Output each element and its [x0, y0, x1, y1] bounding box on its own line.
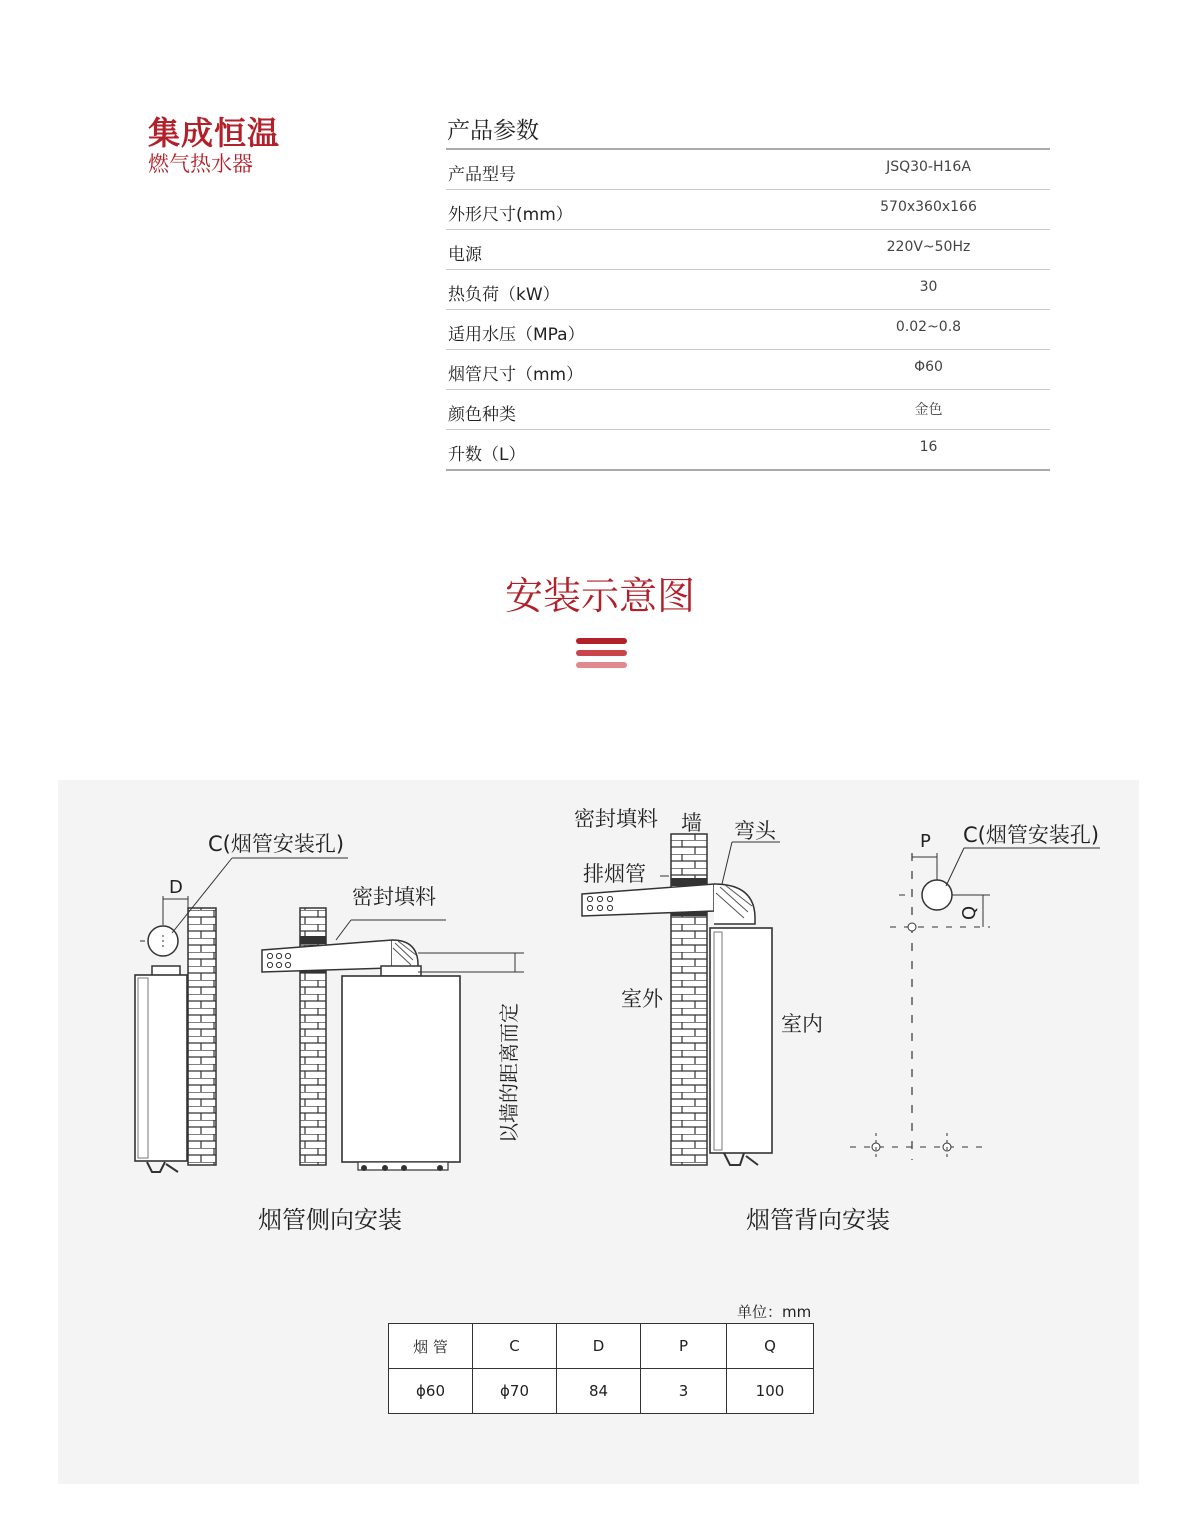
param-row: [446, 150, 1050, 190]
param-label: 颜色种类: [448, 405, 516, 425]
table-header-cell: Q: [727, 1324, 814, 1369]
title-decoration-bar: [576, 650, 627, 656]
unit-note: 单位：mm: [737, 1303, 812, 1321]
back-install-caption: 烟管背向安装: [746, 1206, 890, 1234]
param-label: 烟管尺寸（mm）: [448, 365, 584, 385]
table-header-cell: 烟 管: [389, 1324, 473, 1369]
param-label: 外形尺寸(mm）: [448, 205, 573, 225]
table-cell: 84: [557, 1369, 641, 1414]
table-header-cell: D: [557, 1324, 641, 1369]
exhaust-pipe-label: 排烟管: [583, 862, 646, 886]
title-decoration-bar: [576, 662, 627, 668]
wall-left-1: [188, 908, 216, 1165]
table-cell: 3: [641, 1369, 727, 1414]
title-decoration-bar: [576, 638, 627, 644]
elbow-label: 弯头: [734, 819, 776, 843]
heater-back-view: [710, 928, 772, 1165]
param-row: [446, 350, 1050, 390]
param-value: 0.02~0.8: [895, 319, 962, 335]
exhaust-pipe-left: [262, 940, 421, 976]
param-value: 30: [919, 279, 938, 295]
param-value: 570x360x166: [880, 199, 977, 215]
seal-label-left: 密封填料: [352, 885, 436, 909]
outdoor-label: 室外: [621, 987, 663, 1011]
param-label: 电源: [448, 245, 482, 265]
side-install-caption: 烟管侧向安装: [258, 1206, 402, 1234]
param-row: [446, 230, 1050, 270]
param-label: 适用水压（MPa）: [448, 325, 585, 345]
indoor-label: 室内: [781, 1012, 823, 1036]
param-value: 220V~50Hz: [886, 239, 971, 255]
table-cell: 100: [727, 1369, 814, 1414]
wall-middle: [671, 834, 707, 1165]
heater-front-view: [342, 976, 460, 1171]
wall-label: 墙: [681, 811, 702, 835]
product-title: 集成恒温: [148, 114, 281, 152]
heater-side-view: [135, 966, 187, 1172]
param-row: [446, 190, 1050, 230]
p-label: P: [920, 831, 931, 852]
param-row: [446, 310, 1050, 350]
table-row: [389, 1369, 814, 1414]
d-label: D: [169, 877, 183, 898]
param-value: 金色: [914, 402, 943, 418]
hole-position-layout: [850, 848, 1100, 1160]
table-header-cell: C: [473, 1324, 557, 1369]
table-cell: ϕ70: [473, 1369, 557, 1414]
param-value: JSQ30-H16A: [886, 159, 971, 175]
product-subtitle: 燃气热水器: [148, 152, 253, 176]
param-label: 产品型号: [448, 165, 516, 185]
params-table: [446, 148, 1050, 471]
wall-distance-label: 以墙的距离而定: [497, 1003, 521, 1143]
install-section-title: 安装示意图: [504, 574, 695, 618]
param-label: 升数（L）: [448, 445, 526, 465]
param-row: [446, 430, 1050, 469]
param-value: Φ60: [914, 359, 943, 375]
dimension-table: [388, 1323, 814, 1414]
table-cell: ϕ60: [389, 1369, 473, 1414]
exhaust-pipe-middle: [582, 884, 755, 924]
table-row: [389, 1324, 814, 1369]
param-label: 热负荷（kW）: [448, 285, 560, 305]
param-value: 16: [919, 439, 938, 455]
param-row: [446, 390, 1050, 430]
c-hole-label-right: C(烟管安装孔): [963, 823, 1100, 847]
flue-hole-circle: [140, 926, 178, 956]
installation-diagram: [0, 780, 1200, 1280]
param-row: [446, 270, 1050, 310]
seal-label-right: 密封填料: [574, 807, 658, 831]
c-hole-label-left: C(烟管安装孔): [208, 832, 345, 856]
table-header-cell: P: [641, 1324, 727, 1369]
q-label: Q: [959, 905, 980, 920]
params-heading: 产品参数: [447, 118, 539, 144]
